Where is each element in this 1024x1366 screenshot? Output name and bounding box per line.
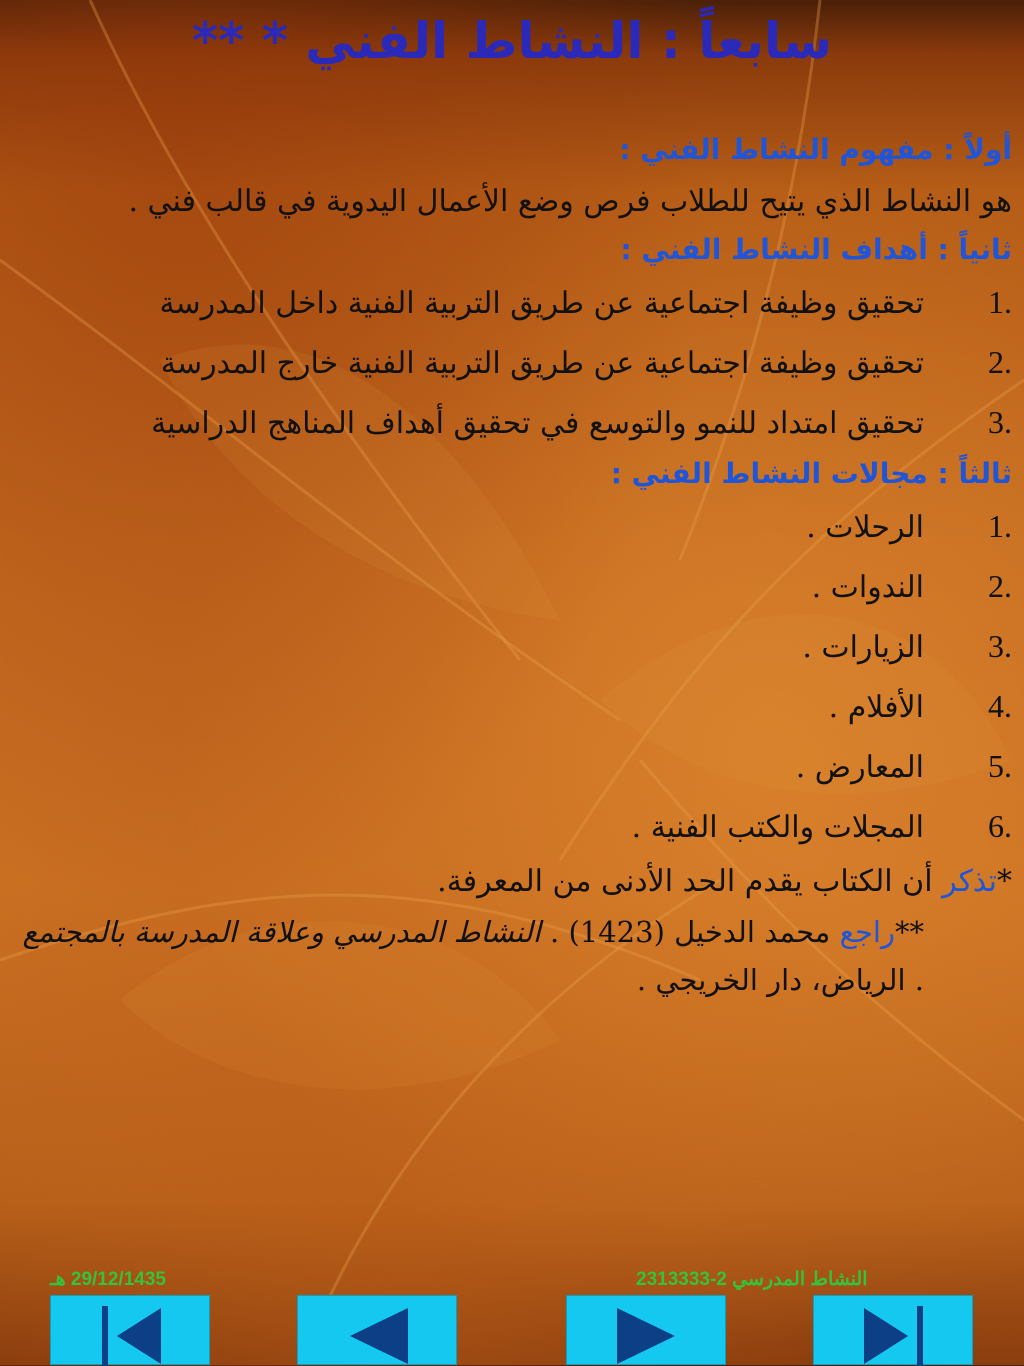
list-item-text: المعارض .: [795, 750, 924, 785]
list-item-text: الندوات .: [811, 570, 924, 605]
slide-content: [12, 128, 1012, 1004]
skip-to-last-icon: [814, 1296, 974, 1366]
list-item-text: الأفلام .: [828, 690, 924, 725]
previous-triangle-icon: [298, 1296, 458, 1366]
list-item-text: الزيارات .: [802, 630, 924, 665]
list-item: [12, 496, 1012, 556]
next-slide-button[interactable]: [566, 1295, 726, 1365]
list-item-number: 1.: [988, 508, 1012, 544]
list-item-number: 1.: [988, 284, 1012, 320]
list-item: [12, 332, 1012, 392]
goals-list: [12, 272, 1012, 452]
first-slide-button[interactable]: [50, 1295, 210, 1365]
skip-to-first-icon: [51, 1296, 211, 1366]
section-heading-goals: ثانياً : أهداف النشاط الفني :: [620, 233, 1012, 266]
list-item-number: 2.: [988, 568, 1012, 604]
reminder-note: [12, 856, 1012, 908]
list-item: [12, 272, 1012, 332]
ref-publisher: . الرياض، دار الخريجي .: [636, 963, 924, 997]
section-heading-concept: أولاًَ : مفهوم النشاط الفني :: [619, 133, 1012, 166]
list-item-number: 3.: [988, 628, 1012, 664]
list-item: [12, 616, 1012, 676]
ref-book-title: النشاط المدرسي وعلاقة المدرسة بالمجتمع: [22, 915, 541, 949]
previous-slide-button[interactable]: [297, 1295, 457, 1365]
list-item-number: 3.: [988, 404, 1012, 440]
note-asterisk: *: [997, 864, 1012, 899]
concept-definition: هو النشاط الذي يتيح للطلاب فرص وضع الأعمال اليدوية في قالب فني .: [128, 184, 1012, 219]
list-item: [12, 556, 1012, 616]
slide-title: سابعاً : النشاط الفني * **: [192, 12, 832, 70]
list-item-number: 4.: [988, 688, 1012, 724]
list-item-number: 5.: [988, 748, 1012, 784]
list-item-text: المجلات والكتب الفنية .: [631, 810, 924, 845]
list-item-number: 6.: [988, 808, 1012, 844]
note-text: أن الكتاب يقدم الحد الأدنى من المعرفة.: [437, 864, 943, 899]
ref-asterisks: **: [895, 915, 924, 949]
list-item: [12, 796, 1012, 856]
list-item-text: تحقيق امتداد للنمو والتوسع في تحقيق أهداف المناهج الدراسية: [151, 406, 924, 441]
list-item: [12, 392, 1012, 452]
list-item-text: الرحلات .: [806, 510, 924, 545]
fields-list: [12, 496, 1012, 856]
ref-keyword: راجع: [839, 915, 895, 949]
list-item-text: تحقيق وظيفة اجتماعية عن طريق التربية الفنية داخل المدرسة: [159, 286, 924, 321]
list-item-text: تحقيق وظيفة اجتماعية عن طريق التربية الفنية خارج المدرسة: [160, 346, 924, 381]
ref-author: محمد الدخيل (1423) .: [540, 915, 840, 949]
next-triangle-icon: [567, 1296, 727, 1366]
note-keyword: تذكر: [942, 864, 997, 899]
list-item: [12, 736, 1012, 796]
last-slide-button[interactable]: [813, 1295, 973, 1365]
reference-note: [12, 908, 1012, 1004]
footer-course-code: النشاط المدرسي 2-2313333: [636, 1269, 868, 1290]
list-item: [12, 676, 1012, 736]
list-item-number: 2.: [988, 344, 1012, 380]
footer-date: 29/12/1435 هـ: [50, 1269, 166, 1290]
section-heading-fields: ثالثاً : مجالات النشاط الفني :: [610, 457, 1012, 490]
